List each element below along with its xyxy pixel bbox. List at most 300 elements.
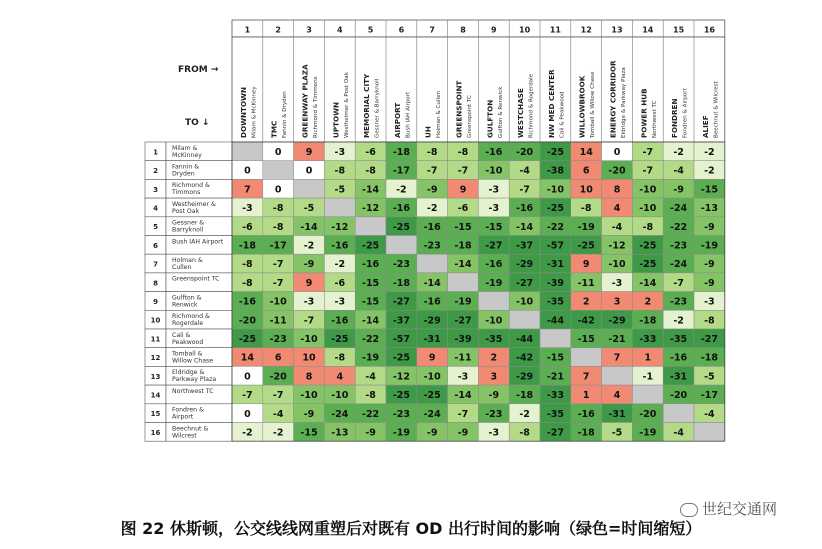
row-number: 7 [153,260,158,269]
row-number: 10 [150,316,161,325]
cell-value: -3 [457,371,469,383]
column-subname: Fondren & Airport [682,88,689,138]
cell-value: -9 [704,259,715,271]
column-subname: Milam & McKinney [251,86,258,138]
cell-value: -39 [546,277,564,289]
heatmap-cell [694,423,725,442]
cell-value: -10 [639,184,657,196]
row-label: Tomball & Willow Chase [172,350,214,365]
cell-value: -25 [392,221,410,233]
cell-value: -31 [670,371,688,383]
cell-value: -10 [331,390,349,402]
cell-value: -18 [392,146,410,158]
heatmap-cell [417,254,448,273]
column-number: 8 [460,25,466,35]
from-label: FROM → [178,65,219,75]
cell-value: 3 [613,296,621,308]
cell-value: 0 [613,146,621,158]
cell-value: -10 [546,184,564,196]
cell-value: -4 [611,221,623,233]
cell-value: -44 [516,333,534,345]
cell-value: -14 [454,390,472,402]
cell-value: 8 [613,184,621,196]
cell-value: -7 [242,390,253,402]
column-number: 7 [429,25,435,35]
cell-value: -25 [423,390,441,402]
cell-value: -16 [670,352,688,364]
cell-value: -2 [272,427,284,439]
cell-value: -8 [519,427,530,439]
cell-value: -10 [608,259,626,271]
row-label: Cali & Peakwood [172,331,204,346]
column-name: POWER HUB [639,88,649,138]
cell-value: -15 [300,427,318,439]
row-number: 11 [150,335,161,344]
cell-value: -14 [300,221,318,233]
cell-value: 0 [244,371,251,383]
cell-value: -5 [334,184,346,196]
row-label: Bush IAH Airport [172,238,224,246]
column-number: 6 [398,25,405,35]
column-name: UH [423,126,433,138]
cell-value: -7 [303,315,315,327]
row-label: Eldridge & Parkway Plaza [172,369,217,384]
cell-value: 1 [644,352,652,364]
cell-value: 2 [582,296,590,308]
row-label: Gessner & Barryknoll [172,219,205,234]
cell-value: 10 [579,184,593,196]
cell-value: -39 [454,333,472,345]
cell-value: 0 [244,408,251,420]
cell-value: -22 [362,408,380,420]
cell-value: 4 [613,203,621,215]
cell-value: -23 [423,240,441,252]
cell-value: 9 [428,352,436,364]
cell-value: -2 [673,146,684,158]
cell-value: -29 [608,315,626,327]
cell-value: -25 [362,240,380,252]
column-name: GREENSPOINT [454,80,464,138]
cell-value: -35 [546,296,564,308]
heatmap-cell [263,161,294,180]
column-subname: Beechnut & Wilcrest [713,81,720,138]
cell-value: -7 [272,390,284,402]
cell-value: -4 [673,165,684,177]
cell-value: -22 [362,333,380,345]
cell-value: -5 [704,371,715,383]
cell-value: -19 [392,427,410,439]
cell-value: -22 [546,221,564,233]
column-name: AIRPORT [392,102,402,138]
cell-value: -19 [639,427,657,439]
cell-value: -4 [673,427,684,439]
cell-value: 14 [579,146,593,158]
column-number: 16 [703,25,715,35]
row-label: Fannin & Dryden [172,163,200,178]
cell-value: -29 [516,371,534,383]
cell-value: -10 [269,296,287,308]
heatmap-cell [478,292,509,311]
cell-value: -14 [639,277,657,289]
cell-value: -14 [454,259,472,271]
row-label: Beechnut & Wilcrest [172,425,209,440]
cell-value: 4 [336,371,344,383]
row-number: 6 [153,241,158,250]
cell-value: -23 [269,333,287,345]
row-label: Richmond & Rogerdale [172,313,210,328]
cell-value: -16 [238,296,256,308]
cell-value: -27 [454,315,472,327]
cell-value: -18 [516,390,534,402]
cell-value: -16 [331,240,349,252]
cell-value: -10 [300,333,318,345]
cell-value: -18 [577,427,595,439]
cell-value: -14 [362,184,380,196]
cell-value: -2 [303,240,315,252]
cell-value: -8 [242,259,253,271]
cell-value: -57 [392,333,410,345]
cell-value: -29 [423,315,441,327]
row-number: 12 [150,354,161,363]
cell-value: -8 [365,165,376,177]
cell-value: -12 [392,371,410,383]
cell-value: -25 [546,146,564,158]
cell-value: -33 [546,390,564,402]
heatmap-cell [324,198,355,217]
cell-value: -31 [423,333,441,345]
cell-value: -24 [670,259,688,271]
cell-value: -19 [454,296,472,308]
cell-value: -3 [334,296,346,308]
cell-value: 0 [274,184,282,196]
column-name: DOWNTOWN [238,87,248,138]
heatmap-cell [355,217,386,236]
cell-value: -12 [362,203,380,215]
cell-value: 7 [582,371,590,383]
cell-value: -3 [488,184,500,196]
cell-value: -8 [272,221,284,233]
cell-value: -11 [269,315,287,327]
cell-value: -18 [392,277,410,289]
cell-value: 14 [240,352,255,364]
cell-value: -8 [365,390,376,402]
cell-value: 7 [244,184,251,196]
cell-value: -7 [272,277,284,289]
heatmap-cell [294,179,325,198]
cell-value: -9 [303,259,315,271]
cell-value: -14 [516,221,534,233]
heatmap-cell [386,236,417,255]
cell-value: -27 [516,277,534,289]
cell-value: -6 [365,146,376,158]
heatmap-cell [571,348,602,367]
cell-value: -8 [704,315,715,327]
row-label: Westheimer & Post Oak [172,200,216,215]
cell-value: -8 [334,165,346,177]
cell-value: 0 [244,165,251,177]
cell-value: -10 [639,203,657,215]
column-name: NW MED CENTER [546,69,556,138]
heatmap-cell [602,366,633,385]
column-subname: Richmond & Rogerdale [528,73,535,138]
column-name: FONDREN [670,98,680,138]
cell-value: -8 [272,203,284,215]
column-name: GULFTON [485,99,495,138]
cell-value: -27 [700,333,718,345]
cell-value: -2 [704,146,715,158]
cell-value: -37 [516,240,534,252]
cell-value: -6 [457,203,469,215]
column-name: GREENWAY PLAZA [300,64,310,138]
cell-value: -16 [331,315,349,327]
cell-value: -18 [700,352,718,364]
cell-value: -42 [577,315,595,327]
cell-value: -21 [546,371,564,383]
cell-value: -3 [704,296,715,308]
cell-value: 8 [305,371,313,383]
cell-value: -8 [457,146,469,158]
cell-value: -33 [639,333,657,345]
cell-value: -18 [454,240,472,252]
cell-value: -6 [242,221,253,233]
to-label: TO ↓ [185,118,210,128]
cell-value: -19 [362,352,380,364]
cell-value: -3 [488,427,500,439]
cell-value: 3 [490,371,498,383]
cell-value: -4 [704,408,715,420]
cell-value: -7 [272,259,284,271]
heatmap-cell [632,385,663,404]
column-subname: Eldridge & Parkway Plaza [621,67,627,138]
row-number: 3 [153,185,158,194]
cell-value: -1 [642,371,654,383]
cell-value: 6 [274,352,282,364]
cell-value: 1 [582,390,590,402]
column-name: ENERGY CORRIDOR [608,60,618,138]
cell-value: -3 [334,146,346,158]
cell-value: -9 [457,427,469,439]
cell-value: -11 [454,352,472,364]
cell-value: -20 [639,408,657,420]
column-number: 1 [244,25,251,35]
cell-value: -17 [392,165,410,177]
cell-value: -42 [516,352,534,364]
cell-value: -17 [700,390,718,402]
cell-value: -9 [704,277,715,289]
cell-value: -27 [392,296,410,308]
cell-value: -10 [485,165,503,177]
cell-value: -57 [546,240,564,252]
cell-value: -14 [423,277,441,289]
cell-value: -8 [642,221,654,233]
column-subname: Gulfton & Renwick [497,86,504,138]
column-subname: Richmond & Timmons [313,76,319,138]
cell-value: 7 [613,352,621,364]
column-subname: Bush IAH Airport [405,91,412,138]
column-number: 11 [549,25,561,35]
column-number: 10 [519,25,531,35]
cell-value: -3 [303,296,315,308]
cell-value: -7 [426,165,438,177]
row-label: Milam & McKinney [172,144,202,159]
cell-value: -20 [238,315,256,327]
cell-value: 4 [613,390,621,402]
cell-value: -25 [577,240,595,252]
cell-value: -11 [577,277,595,289]
column-name: TMC [269,120,279,138]
column-number: 2 [275,25,281,35]
column-name: WESTCHASE [516,88,526,138]
column-subname: Gessner & Barryknoll [374,78,381,138]
column-subname: Tomball & Willow Chase [590,71,597,138]
column-number: 3 [306,25,312,35]
cell-value: -2 [334,259,346,271]
heatmap-cell [509,310,540,329]
cell-value: -10 [485,315,503,327]
cell-value: -12 [608,240,626,252]
cell-value: -10 [516,296,534,308]
watermark-text: 世纪交通网 [702,500,778,518]
cell-value: -13 [700,203,718,215]
cell-value: -3 [488,203,500,215]
cell-value: -15 [546,352,564,364]
cell-value: 9 [305,146,313,158]
cell-value: 2 [644,296,652,308]
cell-value: -7 [457,408,469,420]
row-number: 9 [153,297,158,306]
cell-value: -19 [700,240,718,252]
chat-bubble-icon [680,503,698,517]
cell-value: -14 [362,315,380,327]
cell-value: -20 [608,165,626,177]
cell-value: -3 [242,203,253,215]
row-label: Holman & Cullen [172,257,203,271]
column-name: WILLOWBROOK [577,75,587,138]
column-number: 12 [580,25,592,35]
row-label: Gulfton & Renwick [172,294,202,309]
column-number: 5 [367,25,374,35]
cell-value: -15 [485,221,503,233]
cell-value: -15 [577,333,595,345]
cell-value: -35 [485,333,503,345]
row-label: Richmond & Timmons [172,182,210,197]
row-number: 14 [150,391,161,400]
cell-value: -18 [639,315,657,327]
cell-value: -38 [546,165,564,177]
cell-value: -15 [454,221,472,233]
cell-value: -7 [642,146,654,158]
cell-value: -18 [238,240,256,252]
row-number: 15 [150,410,161,419]
cell-value: -16 [423,296,441,308]
cell-value: -9 [426,184,438,196]
cell-value: -20 [516,146,534,158]
cell-value: -5 [611,427,623,439]
row-number: 2 [153,167,158,176]
cell-value: -4 [365,371,376,383]
cell-value: -25 [392,390,410,402]
cell-value: -2 [519,408,530,420]
column-number: 4 [337,25,343,35]
cell-value: -9 [704,221,715,233]
cell-value: -23 [670,296,688,308]
cell-value: -10 [300,390,318,402]
column-subname: Cali & Peakwood [559,91,566,138]
cell-value: -12 [331,221,349,233]
column-subname: Holman & Cullen [436,90,443,138]
cell-value: -8 [334,352,346,364]
cell-value: -7 [642,165,654,177]
cell-value: -27 [485,240,503,252]
cell-value: -9 [488,390,500,402]
cell-value: -2 [704,165,715,177]
cell-value: -9 [426,427,438,439]
row-label: Greenspoint TC [172,275,220,283]
column-subname: Northwest TC [651,100,658,138]
cell-value: -4 [519,165,530,177]
column-name: ALIEF [700,115,710,138]
column-number: 15 [673,25,685,35]
cell-value: -15 [362,296,380,308]
cell-value: -23 [670,240,688,252]
cell-value: -2 [242,427,253,439]
cell-value: -7 [519,184,530,196]
cell-value: -16 [516,203,534,215]
cell-value: -15 [700,184,718,196]
cell-value: -3 [611,277,623,289]
row-number: 16 [150,428,161,437]
cell-value: -19 [485,277,503,289]
cell-value: -6 [334,277,346,289]
cell-value: -9 [673,184,684,196]
cell-value: -20 [670,390,688,402]
row-number: 4 [153,204,158,213]
heatmap-cell [540,329,571,348]
cell-value: -2 [396,184,407,196]
cell-value: -37 [392,315,410,327]
cell-value: -24 [423,408,441,420]
cell-value: -24 [331,408,349,420]
cell-value: -8 [580,203,592,215]
column-subname: Greenspoint TC [467,95,473,138]
cell-value: -35 [670,333,688,345]
cell-value: 9 [459,184,467,196]
cell-value: -9 [303,408,315,420]
column-subname: Westheimer & Post Oak [343,72,350,138]
cell-value: -23 [392,259,410,271]
cell-value: -2 [426,203,438,215]
cell-value: -15 [362,277,380,289]
cell-value: -24 [670,203,688,215]
cell-value: -35 [546,408,564,420]
cell-value: -25 [639,240,657,252]
cell-value: 10 [302,352,316,364]
cell-value: -16 [577,408,595,420]
cell-value: -25 [546,203,564,215]
cell-value: -31 [546,259,564,271]
cell-value: 9 [582,259,590,271]
cell-value: -8 [242,277,253,289]
cell-value: -25 [392,352,410,364]
cell-value: -16 [423,221,441,233]
cell-value: -25 [639,259,657,271]
cell-value: -16 [485,259,503,271]
cell-value: -44 [546,315,564,327]
row-number: 1 [153,148,158,157]
cell-value: 0 [274,146,282,158]
cell-value: -22 [670,221,688,233]
cell-value: 6 [582,165,590,177]
